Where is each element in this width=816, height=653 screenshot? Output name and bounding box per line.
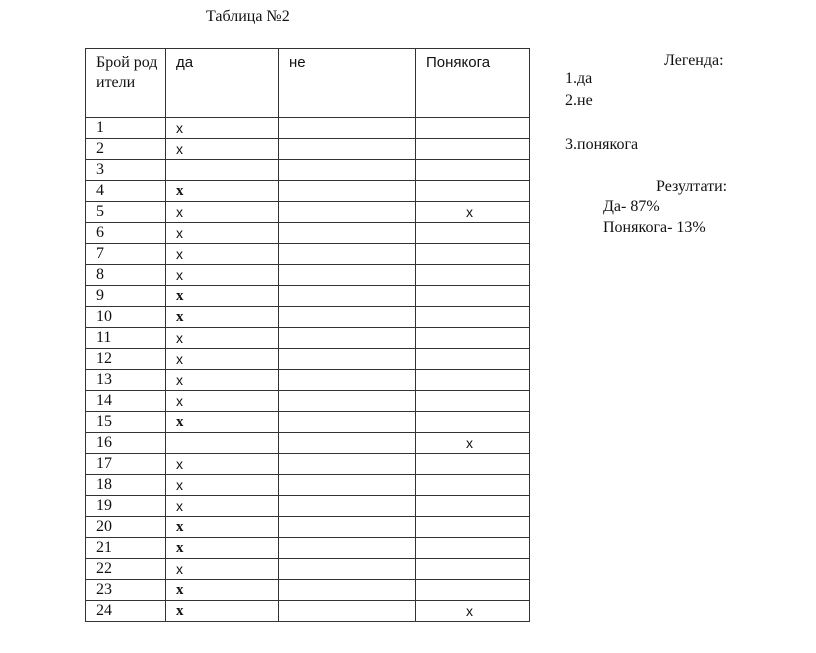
no-cell	[279, 559, 416, 580]
table-row	[86, 349, 530, 370]
row-number-cell: 8	[86, 265, 166, 286]
sometimes-cell	[416, 244, 530, 265]
row-number-cell: 22	[86, 559, 166, 580]
yes-cell: x	[166, 517, 279, 538]
header-parents-count: Брой родители	[86, 49, 166, 118]
row-number-cell: 2	[86, 139, 166, 160]
yes-cell: x	[166, 202, 279, 223]
no-cell	[279, 118, 416, 139]
header-no: не	[279, 49, 416, 118]
row-number-cell: 18	[86, 475, 166, 496]
sometimes-cell	[416, 265, 530, 286]
no-cell	[279, 307, 416, 328]
table-row	[86, 202, 530, 223]
no-cell	[279, 139, 416, 160]
no-cell	[279, 349, 416, 370]
no-cell	[279, 244, 416, 265]
table-header-row	[86, 49, 530, 118]
no-cell	[279, 223, 416, 244]
table-row	[86, 559, 530, 580]
table-row	[86, 517, 530, 538]
table-row	[86, 181, 530, 202]
no-cell	[279, 601, 416, 622]
table-row	[86, 475, 530, 496]
table-row	[86, 265, 530, 286]
no-cell	[279, 202, 416, 223]
yes-cell: x	[166, 265, 279, 286]
table-row	[86, 139, 530, 160]
yes-cell: x	[166, 454, 279, 475]
yes-cell: x	[166, 181, 279, 202]
header-sometimes: Понякога	[416, 49, 530, 118]
row-number-cell: 14	[86, 391, 166, 412]
row-number-cell: 24	[86, 601, 166, 622]
yes-cell: x	[166, 286, 279, 307]
sometimes-cell: x	[416, 601, 530, 622]
yes-cell	[166, 433, 279, 454]
no-cell	[279, 454, 416, 475]
yes-cell: x	[166, 475, 279, 496]
no-cell	[279, 433, 416, 454]
row-number-cell: 11	[86, 328, 166, 349]
survey-table	[85, 48, 530, 622]
row-number-cell: 23	[86, 580, 166, 601]
legend-item-yes: 1.да	[565, 70, 593, 87]
no-cell	[279, 496, 416, 517]
document-title: Таблица №2	[206, 8, 290, 25]
no-cell	[279, 391, 416, 412]
legend-item-sometimes: 3.понякога	[565, 136, 639, 153]
yes-cell: x	[166, 580, 279, 601]
row-number-cell: 10	[86, 307, 166, 328]
sometimes-cell	[416, 118, 530, 139]
sometimes-cell	[416, 328, 530, 349]
table-row	[86, 328, 530, 349]
no-cell	[279, 181, 416, 202]
sometimes-cell	[416, 475, 530, 496]
no-cell	[279, 412, 416, 433]
table-row	[86, 580, 530, 601]
row-number-cell: 19	[86, 496, 166, 517]
sometimes-cell	[416, 412, 530, 433]
yes-cell: x	[166, 538, 279, 559]
sometimes-cell	[416, 286, 530, 307]
no-cell	[279, 475, 416, 496]
yes-cell	[166, 160, 279, 181]
row-number-cell: 15	[86, 412, 166, 433]
sometimes-cell	[416, 391, 530, 412]
no-cell	[279, 265, 416, 286]
yes-cell: x	[166, 349, 279, 370]
results-title: Резултати:	[656, 178, 728, 195]
row-number-cell: 6	[86, 223, 166, 244]
sometimes-cell: x	[416, 433, 530, 454]
sometimes-cell	[416, 181, 530, 202]
yes-cell: x	[166, 370, 279, 391]
sometimes-cell	[416, 559, 530, 580]
yes-cell: x	[166, 244, 279, 265]
sometimes-cell	[416, 454, 530, 475]
table-row	[86, 244, 530, 265]
sometimes-cell	[416, 370, 530, 391]
yes-cell: x	[166, 328, 279, 349]
table-body	[86, 118, 530, 622]
yes-cell: x	[166, 412, 279, 433]
row-number-cell: 16	[86, 433, 166, 454]
table-row	[86, 433, 530, 454]
sometimes-cell	[416, 223, 530, 244]
yes-cell: x	[166, 391, 279, 412]
no-cell	[279, 160, 416, 181]
yes-cell: x	[166, 223, 279, 244]
row-number-cell: 12	[86, 349, 166, 370]
table-row	[86, 307, 530, 328]
legend-title: Легенда:	[664, 52, 724, 69]
table-row	[86, 412, 530, 433]
row-number-cell: 5	[86, 202, 166, 223]
row-number-cell: 21	[86, 538, 166, 559]
table-row	[86, 454, 530, 475]
yes-cell: x	[166, 307, 279, 328]
table-row	[86, 496, 530, 517]
no-cell	[279, 538, 416, 559]
sometimes-cell	[416, 139, 530, 160]
yes-cell: x	[166, 139, 279, 160]
header-yes: да	[166, 49, 279, 118]
yes-cell: x	[166, 559, 279, 580]
table-row	[86, 370, 530, 391]
sometimes-cell	[416, 307, 530, 328]
sometimes-cell	[416, 580, 530, 601]
row-number-cell: 20	[86, 517, 166, 538]
row-number-cell: 4	[86, 181, 166, 202]
row-number-cell: 9	[86, 286, 166, 307]
yes-cell: x	[166, 601, 279, 622]
table-row	[86, 223, 530, 244]
row-number-cell: 3	[86, 160, 166, 181]
table-row	[86, 118, 530, 139]
table-row	[86, 601, 530, 622]
row-number-cell: 13	[86, 370, 166, 391]
sometimes-cell	[416, 517, 530, 538]
sometimes-cell	[416, 349, 530, 370]
sometimes-cell	[416, 160, 530, 181]
no-cell	[279, 370, 416, 391]
sometimes-cell	[416, 496, 530, 517]
sometimes-cell: x	[416, 202, 530, 223]
table-row	[86, 286, 530, 307]
legend-item-no: 2.не	[565, 92, 593, 109]
yes-cell: x	[166, 496, 279, 517]
table-row	[86, 391, 530, 412]
table-row	[86, 538, 530, 559]
no-cell	[279, 328, 416, 349]
row-number-cell: 1	[86, 118, 166, 139]
sometimes-cell	[416, 538, 530, 559]
result-yes: Да- 87%	[603, 198, 660, 215]
yes-cell: x	[166, 118, 279, 139]
no-cell	[279, 286, 416, 307]
row-number-cell: 7	[86, 244, 166, 265]
no-cell	[279, 580, 416, 601]
result-sometimes: Понякога- 13%	[603, 219, 706, 236]
table-row	[86, 160, 530, 181]
row-number-cell: 17	[86, 454, 166, 475]
no-cell	[279, 517, 416, 538]
